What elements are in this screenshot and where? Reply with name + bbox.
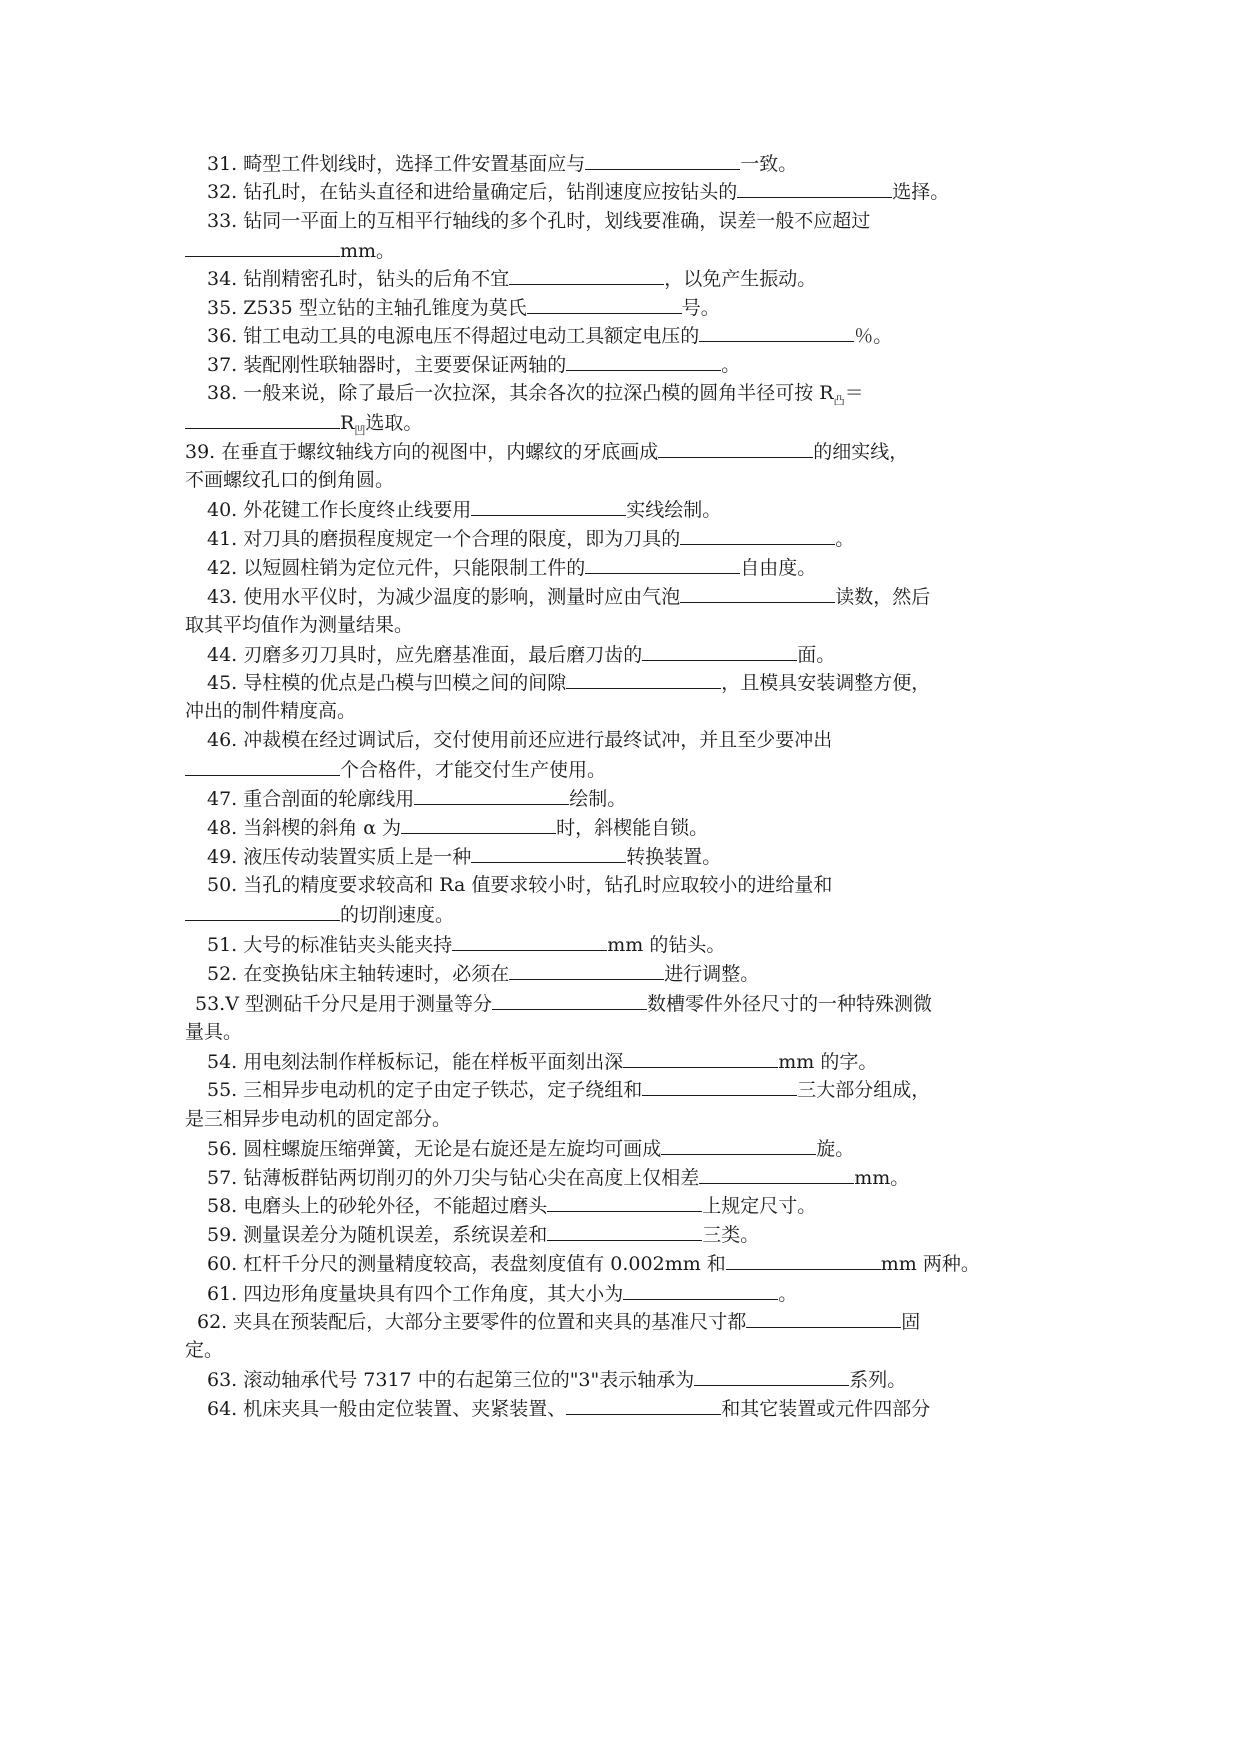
question-40-line-1	[207, 497, 721, 522]
question-text: 量具。	[185, 1021, 243, 1043]
question-46-line-2	[185, 757, 606, 782]
question-text: 40. 外花键工作长度终止线要用	[207, 499, 472, 521]
question-text: 选择。	[892, 181, 950, 203]
question-text: ＝	[844, 382, 864, 404]
answer-blank[interactable]	[585, 151, 740, 170]
question-63-line-1	[207, 1367, 906, 1392]
question-text: 选取。	[365, 412, 423, 434]
question-64-line-1	[207, 1396, 930, 1421]
question-35-line-1	[207, 295, 720, 320]
question-62-line-2	[185, 1338, 223, 1362]
question-text: 。	[778, 1283, 798, 1305]
answer-blank[interactable]	[680, 526, 835, 545]
question-50-line-1	[207, 873, 832, 897]
question-text: 63. 滚动轴承代号 7317 中的右起第三位的"3"表示轴承为	[207, 1369, 695, 1391]
question-45-line-1	[207, 670, 930, 695]
question-text: ，以免产生振动。	[664, 268, 817, 290]
question-text: 31. 畸型工件划线时，选择工件安置基面应与	[207, 153, 586, 175]
answer-blank[interactable]	[471, 844, 626, 863]
question-text: 旋。	[816, 1138, 855, 1160]
question-text: 36. 钳工电动工具的电源电压不得超过电动工具额定电压的	[207, 325, 700, 347]
question-36-line-1	[207, 323, 892, 348]
question-text: 实线绘制。	[626, 499, 722, 521]
answer-blank[interactable]	[566, 1396, 721, 1415]
question-33-line-2	[185, 238, 395, 263]
question-53-line-2	[185, 1020, 242, 1044]
answer-blank[interactable]	[452, 932, 607, 951]
question-51-line-1	[207, 932, 725, 957]
answer-blank[interactable]	[547, 1222, 702, 1241]
question-55-line-1	[207, 1077, 930, 1102]
question-text: 取其平均值作为测量结果。	[185, 614, 414, 636]
question-text: 48. 当斜楔的斜角 α 为	[207, 817, 402, 839]
answer-blank[interactable]	[185, 238, 340, 257]
question-41-line-1	[207, 526, 854, 551]
question-text: 37. 装配刚性联轴器时，主要要保证两轴的	[207, 354, 567, 376]
question-text: 面。	[797, 644, 836, 666]
answer-blank[interactable]	[547, 1193, 702, 1212]
answer-blank[interactable]	[185, 410, 340, 429]
answer-blank[interactable]	[623, 1281, 778, 1300]
question-text: 固	[901, 1311, 921, 1333]
question-52-line-1	[207, 961, 759, 986]
question-56-line-1	[207, 1136, 854, 1161]
answer-blank[interactable]	[699, 1165, 854, 1184]
question-text: mm。	[340, 240, 396, 262]
question-text: 。	[835, 528, 855, 550]
answer-blank[interactable]	[509, 961, 664, 980]
question-39-line-2	[185, 468, 394, 492]
answer-blank[interactable]	[746, 1309, 901, 1328]
question-31-line-1	[207, 151, 797, 176]
question-54-line-1	[207, 1049, 877, 1074]
question-48-line-1	[207, 815, 708, 840]
answer-blank[interactable]	[401, 815, 556, 834]
question-text: 58. 电磨头上的砂轮外径，不能超过磨头	[207, 1195, 548, 1217]
question-text: 62. 夹具在预装配后，大部分主要零件的位置和夹具的基准尺寸都	[197, 1311, 747, 1333]
answer-blank[interactable]	[527, 295, 682, 314]
question-text: 54. 用电刻法制作样板标记，能在样板平面刻出深	[207, 1051, 624, 1073]
question-text: 60. 杠杆千分尺的测量精度较高，表盘刻度值有 0.002mm 和	[207, 1253, 726, 1275]
question-text: 读数，然后	[835, 586, 931, 608]
question-text: 号。	[681, 297, 720, 319]
question-text: mm 两种。	[880, 1253, 980, 1275]
question-text: 44. 刃磨多刃刀具时，应先磨基准面，最后磨刀齿的	[207, 644, 643, 666]
question-37-line-1	[207, 352, 740, 377]
question-42-line-1	[207, 555, 816, 580]
question-43-line-2	[185, 613, 413, 637]
question-text: 的细实线，	[813, 441, 909, 463]
question-text: 46. 冲裁模在经过调试后，交付使用前还应进行最终试冲，并且至少要冲出	[207, 729, 833, 751]
answer-blank[interactable]	[185, 757, 340, 776]
answer-blank[interactable]	[642, 642, 797, 661]
question-text: 个合格件，才能交付生产使用。	[340, 759, 607, 781]
question-text: 三类。	[702, 1224, 760, 1246]
question-38-line-1	[207, 381, 864, 408]
question-text: 47. 重合剖面的轮廓线用	[207, 788, 415, 810]
subscript-text: 凹	[354, 424, 366, 437]
question-text: 39. 在垂直于螺纹轴线方向的视图中，内螺纹的牙底画成	[185, 441, 659, 463]
question-39-line-1	[185, 439, 908, 464]
question-text: 定。	[185, 1339, 224, 1361]
question-text: 绘制。	[569, 788, 627, 810]
question-text: mm。	[854, 1167, 910, 1189]
question-text: 56. 圆柱螺旋压缩弹簧，无论是右旋还是左旋均可画成	[207, 1138, 662, 1160]
question-43-line-1	[207, 584, 930, 609]
question-text: 49. 液压传动装置实质上是一种	[207, 846, 472, 868]
question-45-line-2	[185, 699, 356, 723]
question-text: 32. 钻孔时，在钻头直径和进给量确定后，钻削速度应按钻头的	[207, 181, 738, 203]
question-text: 50. 当孔的精度要求较高和 Ra 值要求较小时，钻孔时应取较小的进给量和	[207, 874, 833, 896]
question-50-line-2	[185, 902, 454, 927]
question-text: ，且模具安装调整方便，	[721, 672, 931, 694]
question-62-line-1	[197, 1309, 920, 1334]
question-text: 38. 一般来说，除了最后一次拉深，其余各次的拉深凸模的圆角半径可按 R	[207, 382, 834, 404]
answer-blank[interactable]	[492, 991, 647, 1010]
question-text: 57. 钻薄板群钻两切削刃的外刀尖与钻心尖在高度上仅相差	[207, 1167, 700, 1189]
question-text: 55. 三相异步电动机的定子由定子铁芯，定子绕组和	[207, 1079, 643, 1101]
question-55-line-2	[185, 1107, 451, 1131]
question-60-line-1	[207, 1251, 980, 1276]
question-text: 61. 四边形角度量块具有四个工作角度，其大小为	[207, 1283, 624, 1305]
question-53-line-1	[195, 991, 932, 1016]
question-text: 59. 测量误差分为随机误差，系统误差和	[207, 1224, 548, 1246]
question-text: R	[340, 412, 355, 434]
answer-blank[interactable]	[185, 902, 340, 921]
question-text: 和其它装置或元件四部分	[721, 1398, 931, 1420]
question-text: 41. 对刀具的磨损程度规定一个合理的限度，即为刀具的	[207, 528, 681, 550]
question-text: 进行调整。	[664, 963, 760, 985]
question-text: 冲出的制件精度高。	[185, 700, 357, 722]
answer-blank[interactable]	[658, 439, 813, 458]
question-text: 42. 以短圆柱销为定位元件，只能限制工件的	[207, 557, 586, 579]
question-32-line-1	[207, 179, 949, 204]
question-61-line-1	[207, 1281, 797, 1306]
question-text: 34. 钻削精密孔时，钻头的后角不宜	[207, 268, 510, 290]
answer-blank[interactable]	[726, 1251, 881, 1270]
question-34-line-1	[207, 266, 816, 291]
question-59-line-1	[207, 1222, 759, 1247]
answer-blank[interactable]	[737, 179, 892, 198]
question-46-line-1	[207, 728, 832, 752]
question-44-line-1	[207, 642, 835, 667]
question-49-line-1	[207, 844, 721, 869]
question-text: 三大部分组成，	[797, 1079, 931, 1101]
question-text: 不画螺纹孔口的倒角圆。	[185, 469, 395, 491]
question-text: 45. 导柱模的优点是凸模与凹模之间的间隙	[207, 672, 567, 694]
question-text: ％。	[854, 325, 893, 347]
question-text: 是三相异步电动机的固定部分。	[185, 1108, 452, 1130]
question-38-line-2	[185, 410, 422, 438]
question-text: 数槽零件外径尺寸的一种特殊测微	[646, 993, 932, 1015]
question-text: 自由度。	[740, 557, 817, 579]
answer-blank[interactable]	[414, 786, 569, 805]
question-text: mm 的字。	[778, 1051, 878, 1073]
question-text: 系列。	[849, 1369, 907, 1391]
question-text: mm 的钻头。	[607, 934, 726, 956]
question-text: 33. 钻同一平面上的互相平行轴线的多个孔时，划线要准确，误差一般不应超过	[207, 210, 871, 232]
answer-blank[interactable]	[680, 584, 835, 603]
question-text: 上规定尺寸。	[702, 1195, 817, 1217]
question-text: 53.V 型测砧千分尺是用于测量等分	[195, 993, 492, 1015]
question-text: 35. Z535 型立钻的主轴孔锥度为莫氏	[207, 297, 527, 319]
question-text: 转换装置。	[626, 846, 722, 868]
answer-blank[interactable]	[566, 352, 721, 371]
answer-blank[interactable]	[694, 1367, 849, 1386]
answer-blank[interactable]	[471, 497, 626, 516]
question-text: 51. 大号的标准钻夹头能夹持	[207, 934, 453, 956]
question-text: 一致。	[740, 153, 798, 175]
answer-blank[interactable]	[585, 555, 740, 574]
answer-blank[interactable]	[509, 266, 664, 285]
answer-blank[interactable]	[699, 323, 854, 342]
answer-blank[interactable]	[642, 1077, 797, 1096]
question-text: 43. 使用水平仪时，为减少温度的影响，测量时应由气泡	[207, 586, 681, 608]
question-text: 时，斜楔能自锁。	[556, 817, 709, 839]
answer-blank[interactable]	[661, 1136, 816, 1155]
question-text: 52. 在变换钻床主轴转速时，必须在	[207, 963, 510, 985]
question-text: 。	[721, 354, 741, 376]
answer-blank[interactable]	[623, 1049, 778, 1068]
question-57-line-1	[207, 1165, 909, 1190]
answer-blank[interactable]	[566, 670, 721, 689]
question-47-line-1	[207, 786, 626, 811]
question-text: 的切削速度。	[340, 904, 455, 926]
question-text: 64. 机床夹具一般由定位装置、夹紧装置、	[207, 1398, 567, 1420]
question-33-line-1	[207, 209, 870, 233]
subscript-text: 凸	[833, 394, 845, 407]
question-58-line-1	[207, 1193, 816, 1218]
